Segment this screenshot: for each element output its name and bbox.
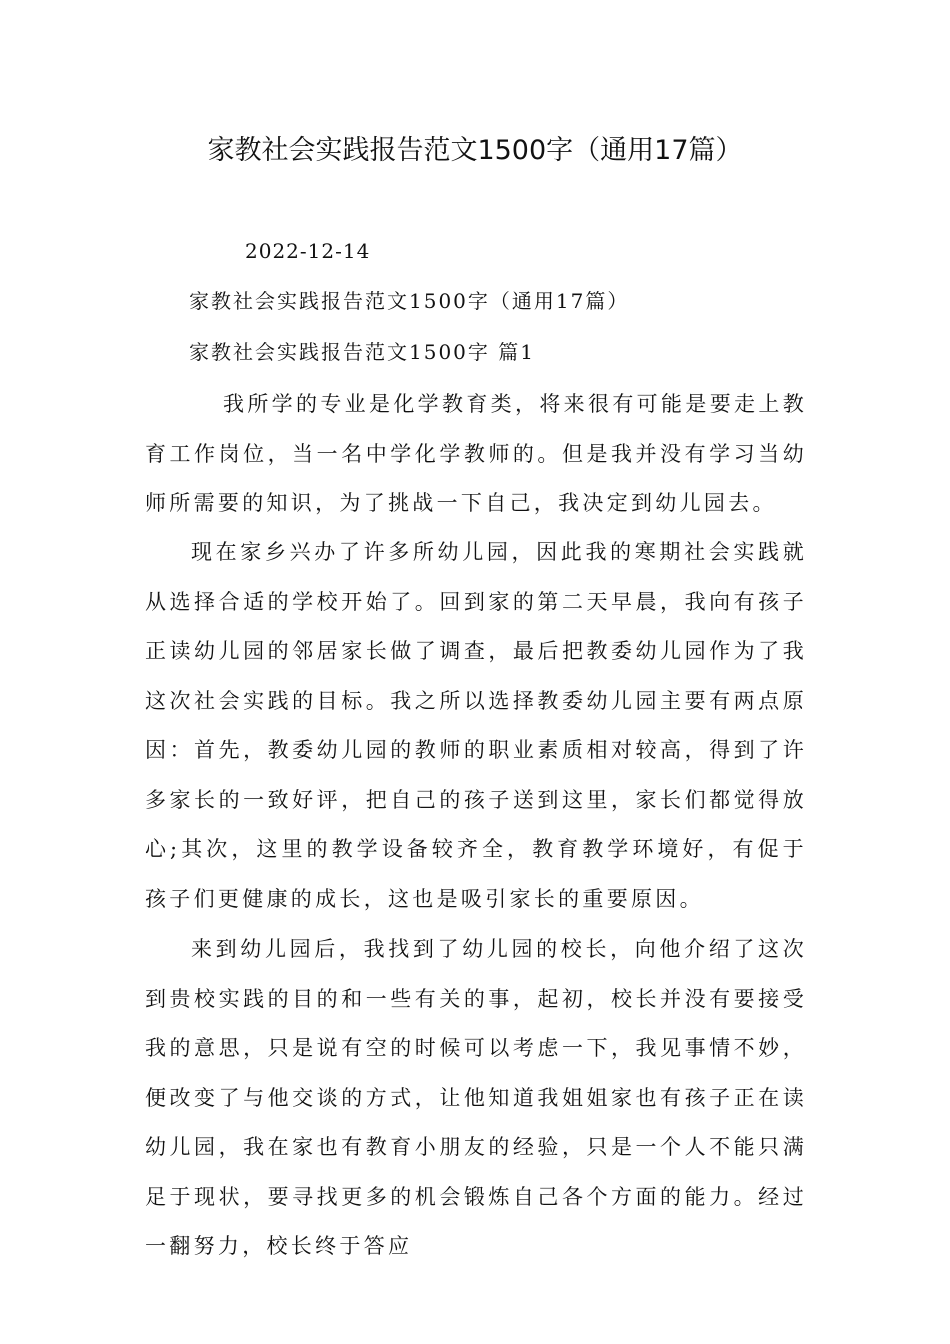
body-paragraph-2: 现在家乡兴办了许多所幼儿园，因此我的寒期社会实践就从选择合适的学校开始了。回到家的第二天早晨，我向有孩子正读幼儿园的邻居家长做了调查，最后把教委幼儿园作为了我这次社会实践的目标。我之所以选择教委幼儿园主要有两点原因：首先，教委幼儿园的教师的职业素质相对较高，得到了许多家长的一致好评，把自己的孩子送到这里，家长们都觉得放心;其次，这里的教学设备较齐全，教育教学环境好，有促于孩子们更健康的成长，这也是吸引家长的重要原因。 bbox=[145, 540, 807, 911]
body-paragraph-3: 来到幼儿园后，我找到了幼儿园的校长，向他介绍了这次到贵校实践的目的和一些有关的事，起初，校长并没有要接受我的意思，只是说有空的时候可以考虑一下，我见事情不妙，便改变了与他交谈的方式，让他知道我姐姐家也有孩子正在读幼儿园，我在家也有教育小朋友的经验，只是一个人不能只满足于现状，要寻找更多的机会锻炼自己各个方面的能力。经过一翻努力，校长终于答应 bbox=[145, 937, 807, 1258]
publish-date: 2022-12-14 bbox=[245, 239, 371, 263]
document-title: 家教社会实践报告范文1500字（通用17篇） bbox=[207, 135, 743, 166]
section-heading: 家教社会实践报告范文1500字 篇1 bbox=[189, 340, 535, 364]
document-subtitle: 家教社会实践报告范文1500字（通用17篇） bbox=[189, 289, 630, 313]
body-paragraph-1: 我所学的专业是化学教育类，将来很有可能是要走上教育工作岗位，当一名中学化学教师的。但是我并没有学习当幼师所需要的知识，为了挑战一下自己，我决定到幼儿园去。 bbox=[145, 392, 807, 515]
